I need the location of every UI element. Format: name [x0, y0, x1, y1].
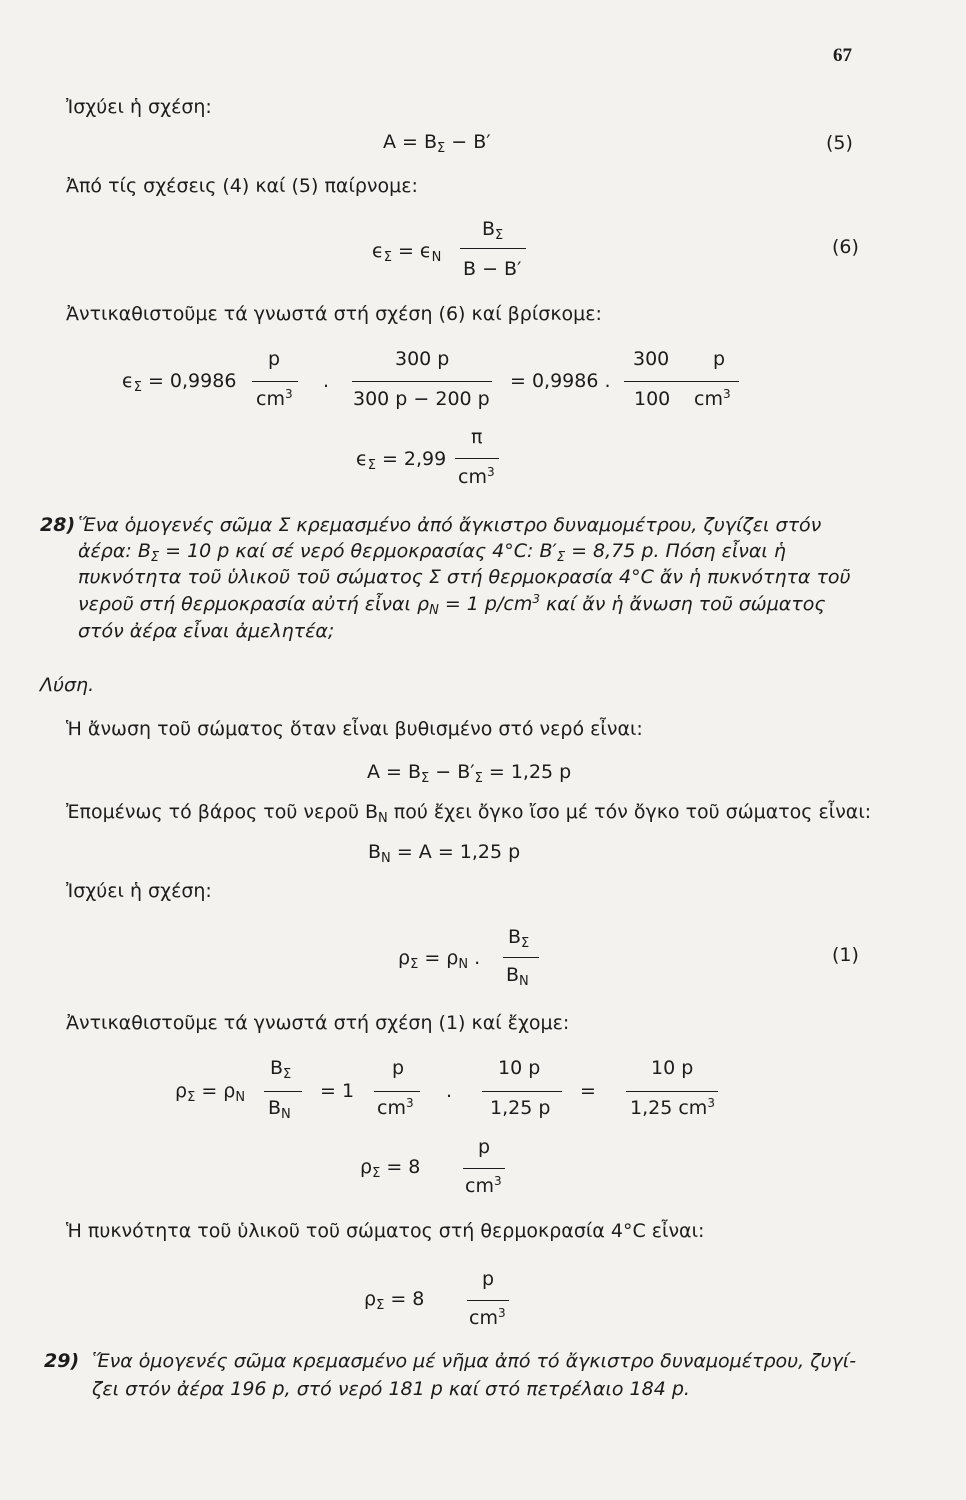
big-calc-f1-numerator: $B_\Sigma$ — [270, 1057, 292, 1082]
equation-5: $A = B_\Sigma - B'$ — [383, 131, 491, 156]
equation-label-1: (1) — [832, 944, 859, 966]
big-calc-equals-2: = — [580, 1080, 596, 1102]
equation-1-bar — [503, 957, 539, 958]
problem-28-line-1: Ἕνα ὁμογενές σῶμα Σ κρεμασμένο ἀπό ἄγκιστρο δυναμομέτρου, ζυγίζει στόν — [78, 514, 822, 536]
equation-1-numerator: $B_\Sigma$ — [508, 926, 530, 951]
solution-heading: Λύση. — [40, 674, 95, 696]
equation-label-5: (5) — [826, 132, 853, 154]
text-density: Ἡ πυκνότητα τοῦ ὑλικοῦ τοῦ σώματος στή θερμοκρασία 4°C εἶναι: — [66, 1220, 705, 1242]
result-2-lhs: $\rho_\Sigma = 8$ — [364, 1288, 425, 1313]
calc1-f3-bar — [624, 381, 739, 382]
big-calc-f3-bar — [482, 1091, 562, 1092]
equation-6-lhs: $\epsilon_\Sigma = \epsilon_N$ — [372, 240, 442, 265]
big-calc-f4-bar — [626, 1091, 718, 1092]
big-calc-f2-bar — [374, 1091, 420, 1092]
calc1-equals-2: = 0,9986 . — [510, 370, 611, 392]
problem-28-line-2: ἀέρα: $B_\Sigma = 10$ p καί σέ νερό θερμοκρασίας 4°C: $B'_\Sigma = 8,75$ p. Πόση εἶναι ἡ — [78, 540, 786, 565]
equation-6-numerator: $B_\Sigma$ — [482, 218, 504, 243]
calc1-f1-numerator: p — [268, 348, 281, 370]
big-calc-f3-denominator: 1,25 p — [490, 1097, 551, 1119]
big-calc-equals-1: = 1 — [320, 1080, 355, 1102]
problem-29-number: 29) — [44, 1350, 80, 1372]
big-calc-f1-bar — [264, 1091, 302, 1092]
calc1-f2-denominator: 300 p − 200 p — [353, 388, 490, 410]
calc1-f3-numerator: 300 — [633, 348, 670, 370]
big-calc-f2-denominator: $cm^3$ — [377, 1096, 414, 1119]
calc1-f3-denominator-b: $cm^3$ — [694, 387, 731, 410]
calc2-numerator: π — [471, 426, 483, 448]
big-calc-lhs: $\rho_\Sigma = \rho_N$ — [175, 1080, 246, 1105]
problem-29-line-2: ζει στόν ἀέρα 196 p, στό νερό 181 p καί στό πετρέλαιο 184 p. — [92, 1378, 690, 1400]
problem-28-line-4: νεροῦ στή θερμοκρασία αὐτή εἶναι $\rho_N = 1$ $p/cm^3$ καί ἄν ἡ ἄνωση τοῦ σώματος — [78, 592, 826, 618]
big-calc-f4-numerator: 10 p — [651, 1057, 694, 1079]
result-2-bar — [467, 1300, 509, 1301]
text-from-relations: Ἀπό τίς σχέσεις (4) καί (5) παίρνομε: — [66, 175, 418, 197]
equation-6-denominator: B − B′ — [463, 258, 522, 280]
text-substitute-1: Ἀντικαθιστοῦμε τά γνωστά στή σχέση (1) καί ἔχομε: — [66, 1012, 570, 1034]
equation-1-denominator: $B_N$ — [506, 964, 529, 989]
result-1-bar — [463, 1168, 505, 1169]
text-weight: Ἐπομένως τό βάρος τοῦ νεροῦ $B_N$ πού ἔχει ὄγκο ἴσο μέ τόν ὄγκο τοῦ σώματος εἶναι: — [66, 801, 872, 826]
calc1-lhs: $\epsilon_\Sigma = 0,9986$ — [122, 370, 237, 395]
result-1-numerator: p — [478, 1136, 491, 1158]
calc1-f2-bar — [352, 381, 492, 382]
equation-6-fraction-bar — [460, 248, 526, 249]
text-substitute-6: Ἀντικαθιστοῦμε τά γνωστά στή σχέση (6) καί βρίσκομε: — [66, 303, 602, 325]
text-holds-relation: Ἰσχύει ἡ σχέση: — [66, 96, 212, 118]
calc1-f2-numerator: 300 p — [395, 348, 450, 370]
problem-28-number: 28) — [40, 514, 76, 536]
equation-1-lhs: $\rho_\Sigma = \rho_N$ . — [398, 947, 481, 972]
big-calc-f3-numerator: 10 p — [498, 1057, 541, 1079]
calc1-f3-p: p — [713, 348, 726, 370]
equation-buoyancy: $A = B_\Sigma - B'_\Sigma = 1,25$ p — [367, 761, 572, 786]
result-2-denominator: $cm^3$ — [469, 1306, 506, 1329]
equation-bn: $B_N = A = 1,25$ p — [368, 841, 521, 866]
calc1-dot: . — [323, 370, 330, 392]
calc1-f1-bar — [252, 381, 298, 382]
equation-label-6: (6) — [832, 236, 859, 258]
text-holds-relation-2: Ἰσχύει ἡ σχέση: — [66, 880, 212, 902]
calc2-denominator: $cm^3$ — [458, 465, 495, 488]
big-calc-f4-denominator: 1,25 $cm^3$ — [630, 1096, 715, 1119]
problem-28-line-5: στόν ἀέρα εἶναι ἀμελητέα; — [78, 620, 335, 642]
problem-28-line-3: πυκνότητα τοῦ ὑλικοῦ τοῦ σώματος Σ στή θερμοκρασία 4°C ἄν ἡ πυκνότητα τοῦ — [78, 566, 851, 588]
big-calc-dot: . — [446, 1080, 453, 1102]
result-1-lhs: $\rho_\Sigma = 8$ — [360, 1156, 421, 1181]
calc2-bar — [455, 458, 499, 459]
calc1-f3-denominator-a: 100 — [634, 388, 671, 410]
calc2-lhs: $\epsilon_\Sigma = 2,99$ — [356, 448, 447, 473]
result-1-denominator: $cm^3$ — [465, 1174, 502, 1197]
result-2-numerator: p — [482, 1268, 495, 1290]
page-number: 67 — [833, 45, 852, 66]
calc1-f1-denominator: $cm^3$ — [256, 387, 293, 410]
problem-29-line-1: Ἕνα ὁμογενές σῶμα κρεμασμένο μέ νῆμα ἀπό τό ἄγκιστρο δυναμομέτρου, ζυγί- — [92, 1350, 857, 1372]
big-calc-f2-numerator: p — [392, 1057, 405, 1079]
big-calc-f1-denominator: $B_N$ — [268, 1097, 291, 1122]
text-buoyancy: Ἡ ἄνωση τοῦ σώματος ὅταν εἶναι βυθισμένο στό νερό εἶναι: — [66, 718, 643, 740]
